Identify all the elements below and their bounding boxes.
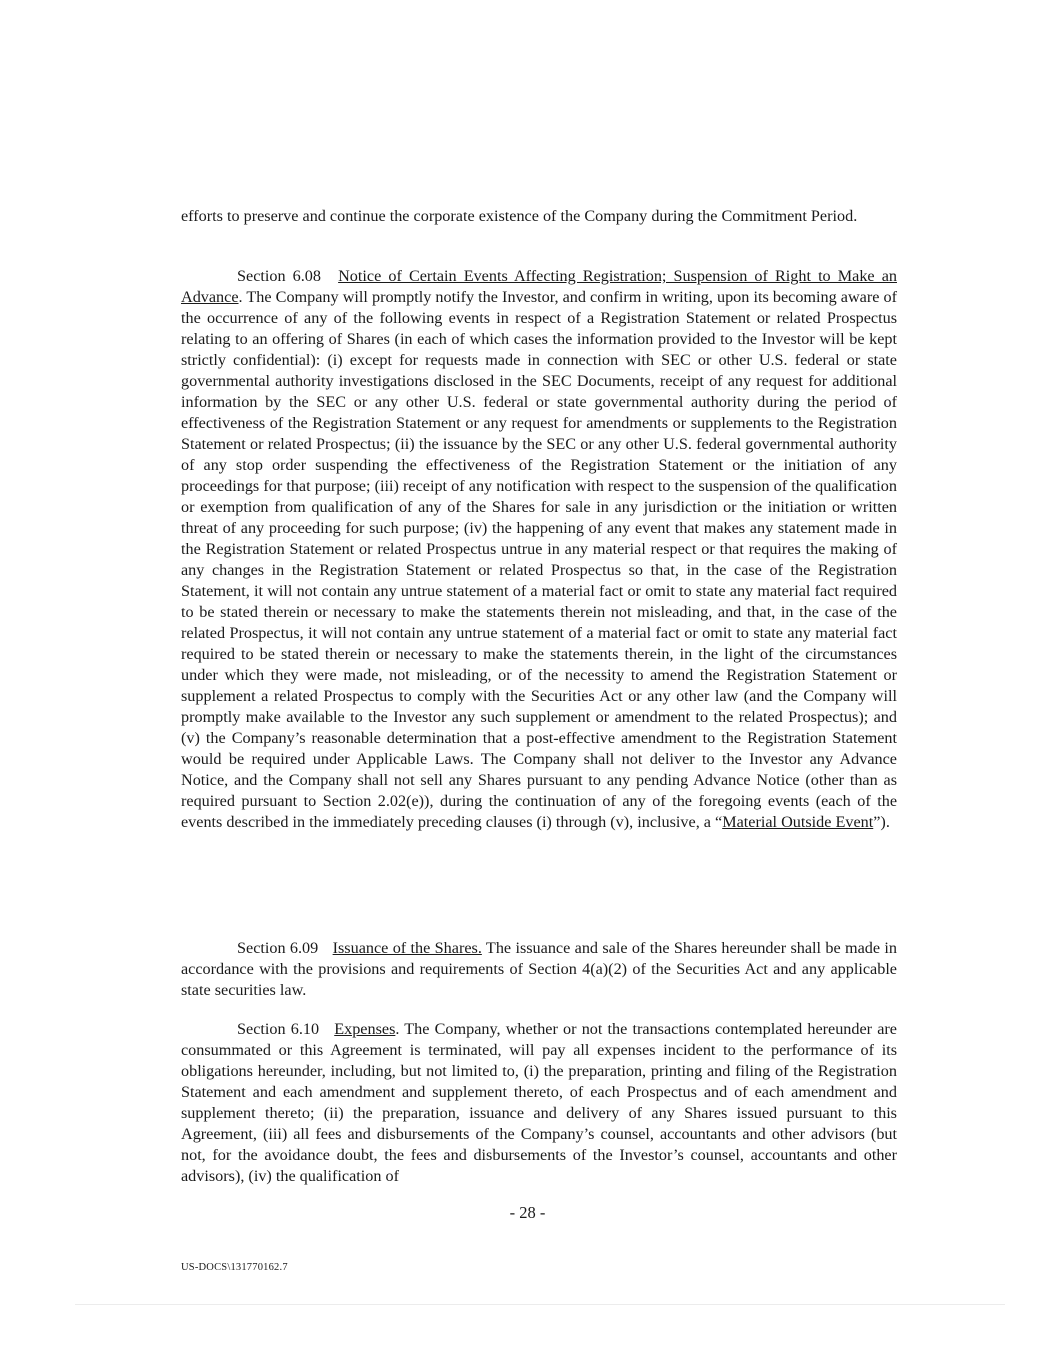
section-body: The issuance and sale of the Shares hereunder shall be made in accordance with the provisions and requirements of Section 4(a)(2) of the Securities Act and any applicable state securities law. <box>181 939 898 999</box>
page-edge-divider <box>75 1304 1005 1305</box>
paragraph-continuation <box>181 206 897 227</box>
section-number: Section 6.08 <box>237 267 321 285</box>
section-body-end: ”). <box>873 813 890 831</box>
page-number: - 28 - <box>509 1203 546 1222</box>
section-heading: Expenses <box>334 1020 396 1038</box>
section-body: . The Company will promptly notify the Investor, and confirm in writing, upon its becoming aware of the occurrence of any of the following events in respect of a Registration Statement or related Prospectus relating to an offering of Shares (in each of which cases the information provided to the Investor will be kept strictly confidential): (i) except for requests made in connection with SEC or other U.S. federal or state governmental authority investigations disclosed in the SEC Documents, receipt of any request for additional information by the SEC or any other U.S. federal or state governmental authority during the period of effectiveness of the Registration Statement or any request for amendments or supplements to the Registration Statement or related Prospectus; (ii) the issuance by the SEC or any other U.S. federal governmental authority of any stop order suspending the effectiveness of the Registration Statement or the initiation of any proceedings for that purpose; (iii) receipt of any notification with respect to the suspension of the qualification or exemption from qualification of any of the Shares for sale in any jurisdiction or the initiation or written threat of any proceeding for such purpose; (iv) the happening of any event that makes any statement made in the Registration Statement or related Prospectus untrue in any material respect or that requires the making of any changes in the Registration Statement or related Prospectus so that, in the case of the Registration Statement, it will not contain any untrue statement of a material fact or omit to state any material fact required to be stated therein or necessary to make the statements therein not misleading, and that, in the case of the related Prospectus, it will not contain any untrue statement of a material fact or omit to state any material fact required to be stated therein or necessary to make the statements therein, in the light of the circumstances under which they were made, not misleading, or of the necessity to amend the Registration Statement or supplement a related Prospectus to comply with the Securities Act or any other law (and the Company will promptly make available to the Investor any such supplement or amendment to the related Prospectus); and (v) the Company’s reasonable determination that a post-effective amendment to the Registration Statement would be required under Applicable Laws. The Company shall not deliver to the Investor any Advance Notice, and the Company shall not sell any Shares pursuant to any pending Advance Notice (other than as required pursuant to Section 2.02(e)), during the continuation of any of the foregoing events (each of the events described in the immediately preceding clauses (i) through (v), inclusive, a “ <box>181 288 897 831</box>
defined-term: Material Outside Event <box>722 813 874 831</box>
section-number: Section 6.09 <box>237 939 319 957</box>
section-heading: Notice of Certain Events Affecting Registration; Suspension of Right to Make an Advance <box>181 267 897 306</box>
section-6-08-paragraph <box>181 266 897 833</box>
paragraph-text: efforts to preserve and continue the corporate existence of the Company during the Commitment Period. <box>181 207 858 225</box>
document-id: US-DOCS\131770162.7 <box>181 1262 288 1273</box>
section-number: Section 6.10 <box>237 1020 320 1038</box>
section-6-10-paragraph <box>181 1019 897 1187</box>
section-heading: Issuance of the Shares. <box>332 939 482 957</box>
section-6-09-paragraph <box>181 938 897 1001</box>
section-body: . The Company, whether or not the transactions contemplated hereunder are consummated or this Agreement is terminated, will pay all expenses incident to the performance of its obligations hereunder, including, but not limited to, (i) the preparation, printing and filing of the Registration Statement and each amendment and supplement thereto, of each Prospectus and of each amendment and supplement thereto; (ii) the preparation, issuance and delivery of any Shares issued pursuant to this Agreement, (iii) all fees and disbursements of the Company’s counsel, accountants and other advisors (but not, for the avoidance doubt, the fees and disbursements of the Investor’s counsel, accountants and other advisors), (iv) the qualification of <box>181 1020 897 1185</box>
